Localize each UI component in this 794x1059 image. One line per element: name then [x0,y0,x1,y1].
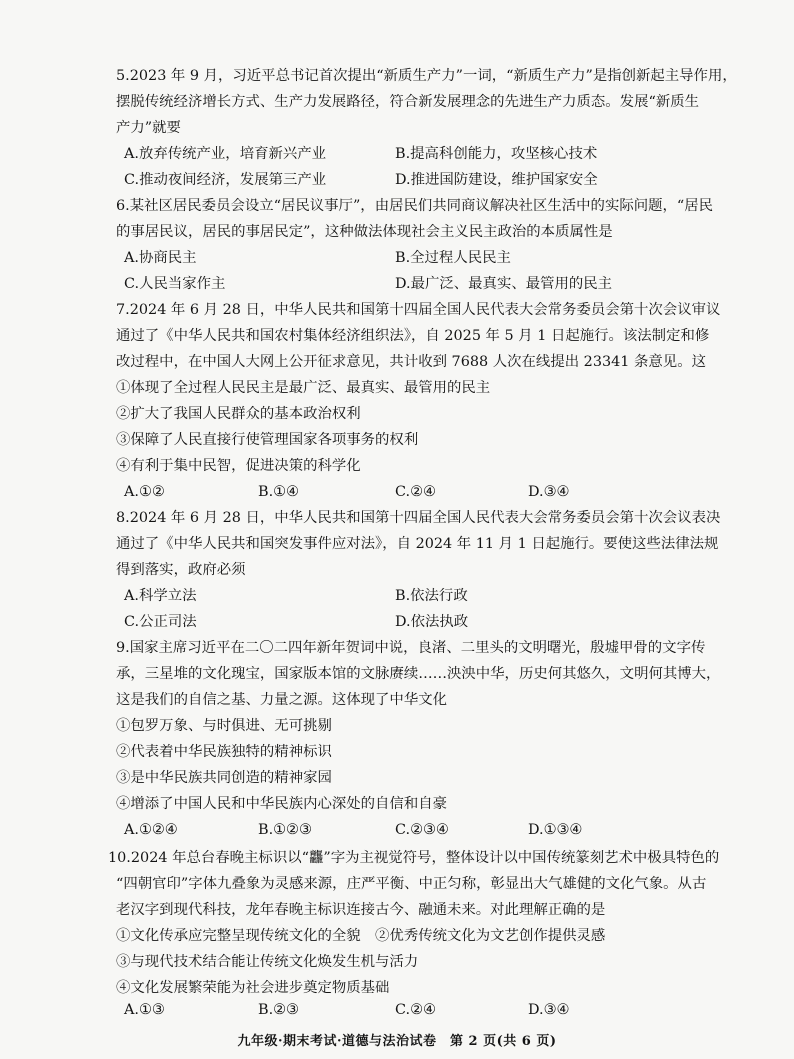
q10-statement-1-2: ①文化传承应完整呈现传统文化的全貌 ②优秀传统文化为文艺创作提供灵感 [116,928,606,944]
q9-line-3: 这是我们的自信之基、力量之源。这体现了中华文化 [116,692,447,708]
q7-line-2: 通过了《中华人民共和国农村集体经济组织法》，自 2025 年 5 月 1 日起施行。该法制定和修 [116,328,710,344]
q5-line-3: 产力”就要 [116,120,181,136]
q10-statement-4: ④文化发展繁荣能为社会进步奠定物质基础 [116,980,390,996]
q8-line-3: 得到落实，政府必须 [116,562,246,578]
q8-option-d: D.依法执政 [395,614,469,630]
q7-statement-1: ①体现了全过程人民民主是最广泛、最真实、最管用的民主 [116,380,491,396]
q10-option-b: B.②③ [258,1002,299,1018]
q6-option-d: D.最广泛、最真实、最管用的民主 [395,276,613,292]
q8-line-1: 8.2024 年 6 月 28 日，中华人民共和国第十四届全国人民代表大会常务委员会第十次会议表决 [116,510,721,526]
q7-option-c: C.②④ [395,484,436,500]
q10-option-a: A.①③ [124,1002,165,1018]
q10-option-d: D.③④ [528,1002,570,1018]
q10-line-1: 10.2024 年总台春晚主标识以“龘”字为主视觉符号，整体设计以中国传统篆刻艺术中极具特色的 [108,850,720,866]
q7-option-b: B.①④ [258,484,299,500]
q10-statement-3: ③与现代技术结合能让传统文化焕发生机与活力 [116,954,419,970]
q6-option-a: A.协商民主 [124,250,197,266]
q8-line-2: 通过了《中华人民共和国突发事件应对法》，自 2024 年 11 月 1 日起施行。要使这些法律法规 [116,536,719,552]
q10-option-c: C.②④ [395,1002,436,1018]
q5-line-1: 5.2023 年 9 月，习近平总书记首次提出“新质生产力”一词，“新质生产力”是指创新起主导作用， [116,68,737,84]
q5-line-2: 摆脱传统经济增长方式、生产力发展路径，符合新发展理念的先进生产力质态。发展“新质生 [116,94,699,110]
q9-option-a: A.①②④ [124,822,178,838]
q7-statement-3: ③保障了人民直接行使管理国家各项事务的权利 [116,432,419,448]
q9-statement-2: ②代表着中华民族独特的精神标识 [116,744,332,760]
q7-line-1: 7.2024 年 6 月 28 日，中华人民共和国第十四届全国人民代表大会常务委员会第十次会议审议 [116,302,721,318]
q10-line-2: “四朝官印”字体九叠象为灵感来源，庄严平衡、中正匀称，彰显出大气雄健的文化气象。从古 [116,876,707,892]
q10-line-3: 老汉字到现代科技，龙年春晚主标识连接古今、融通未来。对此理解正确的是 [116,902,606,918]
q5-option-c: C.推动夜间经济，发展第三产业 [124,172,327,188]
q7-statement-2: ②扩大了我国人民群众的基本政治权利 [116,406,361,422]
q6-option-b: B.全过程人民民主 [395,250,511,266]
q7-line-3: 改过程中，在中国人大网上公开征求意见，共计收到 7688 人次在线提出 23341 条意见。这 [116,354,706,370]
q7-option-a: A.①② [124,484,165,500]
q6-line-2: 的事居民议，居民的事居民定”，这种做法体现社会主义民主政治的本质属性是 [116,224,613,240]
q8-option-c: C.公正司法 [124,614,197,630]
page-footer: 九年级·期末考试·道德与法治试卷 第 2 页(共 6 页) [237,1034,557,1049]
q9-statement-1: ①包罗万象、与时俱进、无可挑剔 [116,718,332,734]
q8-option-b: B.依法行政 [395,588,468,604]
q7-option-d: D.③④ [528,484,570,500]
q5-option-b: B.提高科创能力，攻坚核心技术 [395,146,598,162]
q9-statement-3: ③是中华民族共同创造的精神家园 [116,770,332,786]
q6-option-c: C.人民当家作主 [124,276,226,292]
q9-statement-4: ④增添了中国人民和中华民族内心深处的自信和自豪 [116,796,447,812]
q9-option-b: B.①②③ [258,822,312,838]
q9-line-1: 9.国家主席习近平在二〇二四年新年贺词中说，良渚、二里头的文明曙光，殷墟甲骨的文字传 [116,640,706,656]
q9-option-c: C.②③④ [395,822,449,838]
q7-statement-4: ④有利于集中民智，促进决策的科学化 [116,458,361,474]
q6-line-1: 6.某社区居民委员会设立“居民议事厅”，由居民们共同商议解决社区生活中的实际问题，“居民 [116,198,714,214]
q5-option-a: A.放弃传统产业，培育新兴产业 [124,146,327,162]
q9-option-d: D.①③④ [528,822,583,838]
q8-option-a: A.科学立法 [124,588,197,604]
q9-line-2: 承，三星堆的文化瑰宝，国家版本馆的文脉赓续……泱泱中华，历史何其悠久，文明何其博大， [116,666,721,682]
q5-option-d: D.推进国防建设，维护国家安全 [395,172,598,188]
